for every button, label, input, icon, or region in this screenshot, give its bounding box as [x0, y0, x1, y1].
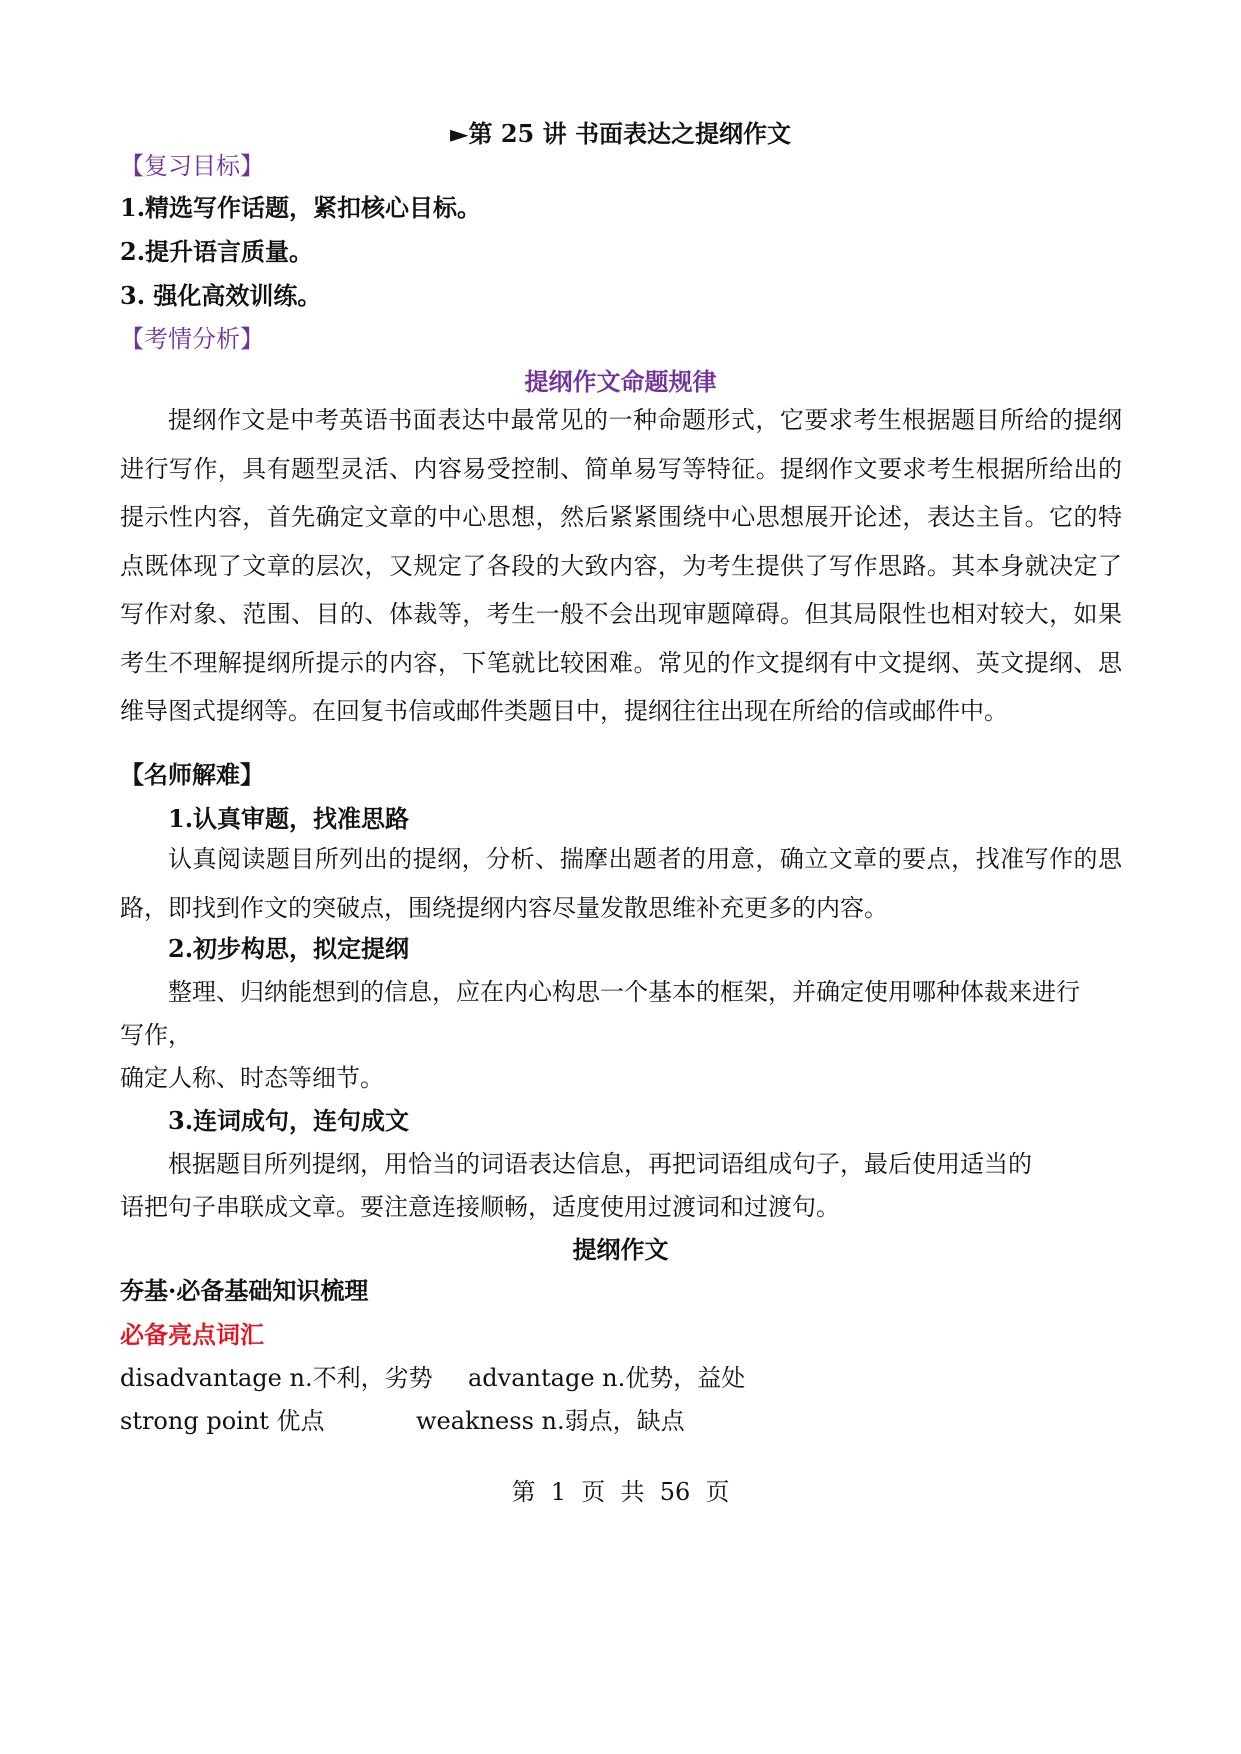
- section-title: 提纲作文: [572, 1235, 669, 1264]
- teacher-header: 【名师解难】: [120, 760, 264, 789]
- analysis-paragraph: 提纲作文是中考英语书面表达中最常见的一种命题形式，它要求考生根据题目所给的提纲进行写作，具有题型灵活、内容易受控制、简单易写等特征。提纲作文要求考生根据所给出的提示性内容，首先确定文章的中心思想，然后紧紧围绕中心思想展开论述，表达主旨。它的特点既体现了文章的层次，又规定了各段的大致内容，为考生提供了写作思路。其本身就决定了写作对象、范围、目的、体裁等，考生一般不会出现审题障碍。但其局限性也相对较大，如果考生不理解提纲所提示的内容，下笔就比较困难。常见的作文提纲有中文提纲、英文提纲、思维导图式提纲等。在回复书信或邮件类题目中，提纲往往出现在所给的信或邮件中。: [120, 406, 1122, 725]
- step2-line2: 写作，: [120, 1021, 192, 1049]
- analysis-subtitle: 提纲作文命题规律: [524, 367, 717, 396]
- document-title: ►第 25 讲 书面表达之提纲作文: [450, 119, 791, 148]
- review-goals-header: 【复习目标】: [120, 152, 264, 180]
- analysis-header: 【考情分析】: [120, 325, 264, 353]
- goal-item-3: 3. 强化高效训练。: [120, 281, 322, 310]
- foundation-header: 夯基·必备基础知识梳理: [120, 1276, 369, 1305]
- goal-item-2: 2.提升语言质量。: [120, 237, 314, 266]
- vocab-item: strong point 优点: [120, 1407, 325, 1435]
- step3-line2: 语把句子串联成文章。要注意连接顺畅，适度使用过渡词和过渡句。: [120, 1193, 840, 1221]
- step1-title: 1.认真审题，找准思路: [168, 804, 410, 833]
- vocab-item: advantage n.优势，益处: [468, 1364, 746, 1392]
- vocab-header: 必备亮点词汇: [120, 1320, 264, 1349]
- step2-line1: 整理、归纳能想到的信息，应在内心构思一个基本的框架，并确定使用哪种体裁来进行: [168, 978, 1080, 1006]
- page-footer: 第 1 页 共 56 页: [511, 1478, 730, 1506]
- step3-line1: 根据题目所列提纲，用恰当的词语表达信息，再把词语组成句子，最后使用适当的: [168, 1150, 1032, 1178]
- vocab-item: weakness n.弱点，缺点: [416, 1407, 685, 1435]
- step2-line3: 确定人称、时态等细节。: [120, 1064, 384, 1092]
- step1-text: 认真阅读题目所列出的提纲，分析、揣摩出题者的用意，确立文章的要点，找准写作的思路，即找到作文的突破点，围绕提纲内容尽量发散思维补充更多的内容。: [120, 845, 1122, 922]
- step2-title: 2.初步构思，拟定提纲: [168, 934, 410, 963]
- step3-title: 3.连词成句，连句成文: [168, 1106, 410, 1135]
- vocab-item: disadvantage n.不利，劣势: [120, 1364, 433, 1392]
- goal-item-1: 1.精选写作话题，紧扣核心目标。: [120, 193, 482, 222]
